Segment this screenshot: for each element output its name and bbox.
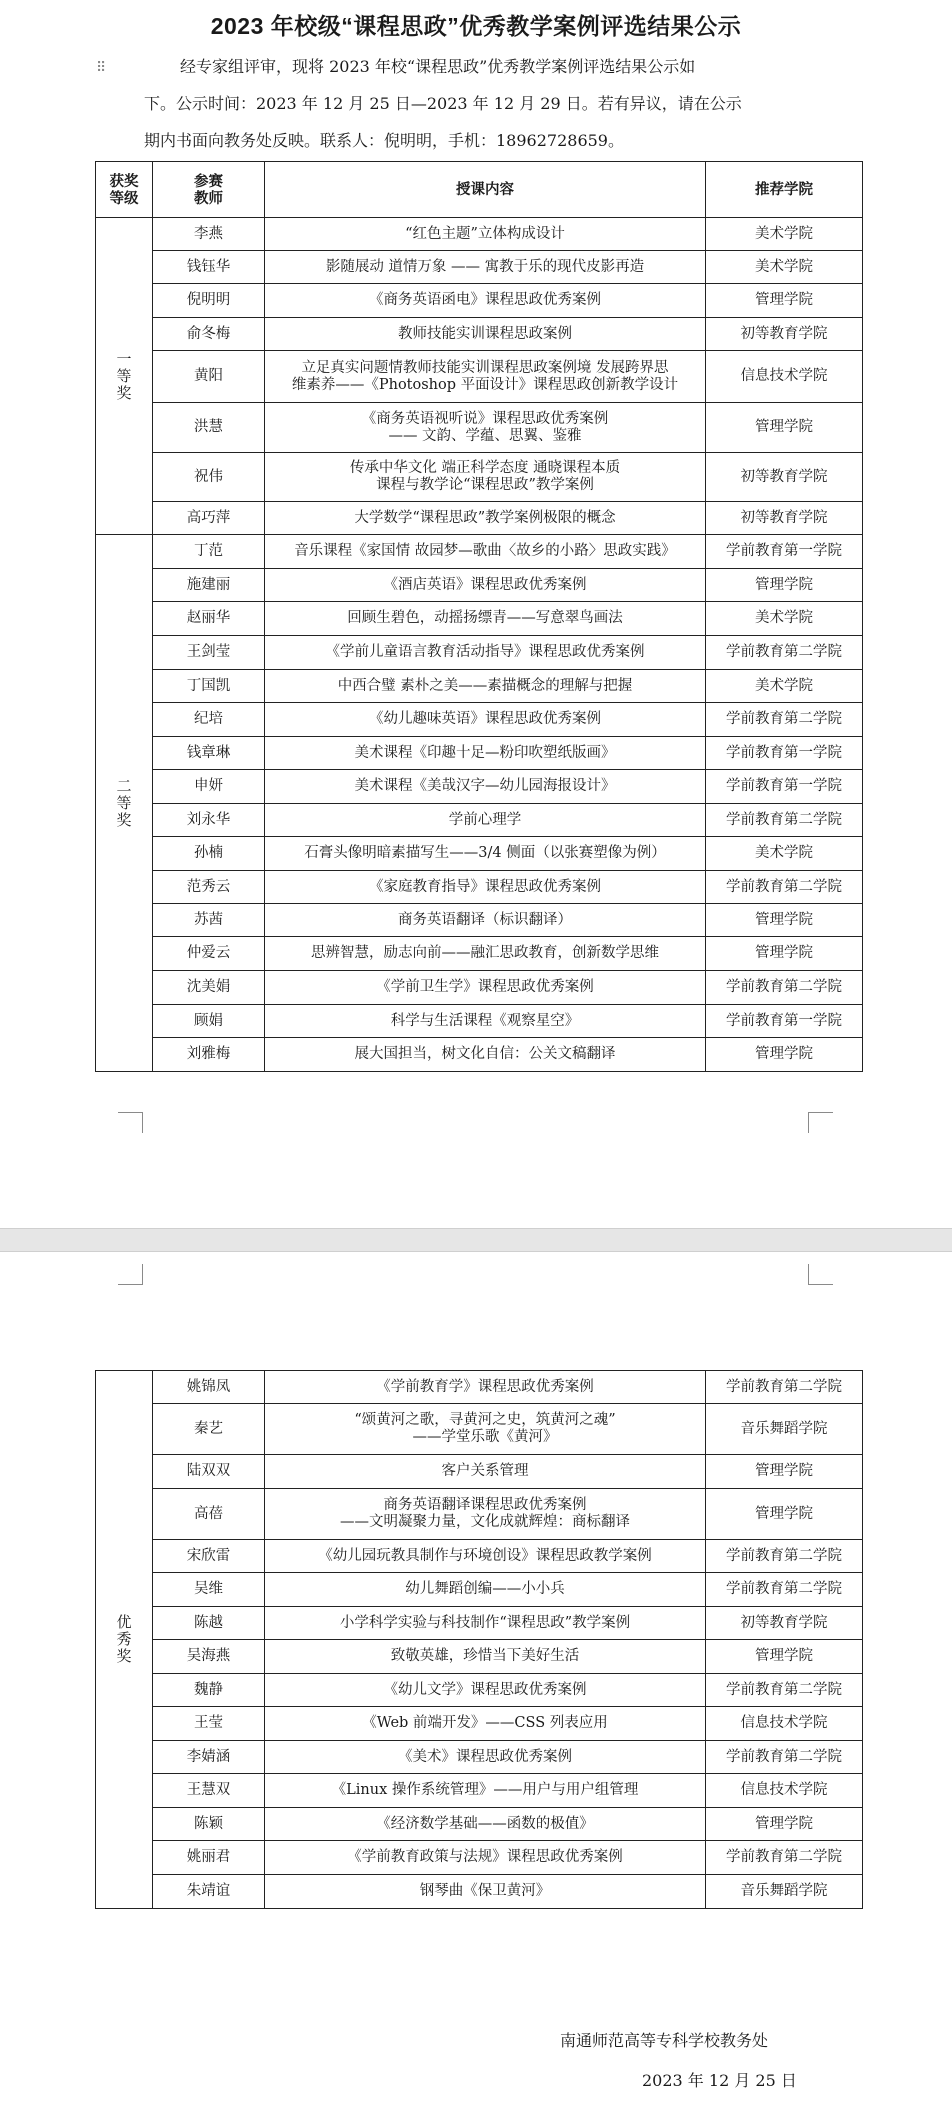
table-row — [96, 1707, 863, 1741]
content-cell — [265, 971, 706, 1005]
teacher-cell: 姚锦凤 — [153, 1371, 265, 1404]
content-line: 传承中华文化 端正科学态度 通晓课程本质 — [349, 460, 621, 476]
teacher-cell: 仲爱云 — [153, 937, 265, 971]
content-line: 《学前儿童语言教育活动指导》课程思政优秀案例 — [325, 644, 645, 660]
content-cell — [265, 569, 706, 602]
signature-org: 南通师范高等专科学校教务处 — [560, 2031, 769, 2050]
content-line: 回顾生碧色，动摇扬缥青——写意翠鸟画法 — [347, 610, 623, 626]
college-cell: 管理学院 — [706, 569, 863, 602]
table-row — [96, 284, 863, 318]
table-row — [96, 1489, 863, 1540]
college-cell: 学前教育第二学院 — [706, 1573, 863, 1607]
college-cell: 美术学院 — [706, 251, 863, 284]
college-cell: 管理学院 — [706, 284, 863, 318]
college-cell: 美术学院 — [706, 670, 863, 703]
content-cell — [265, 453, 706, 502]
content-cell — [265, 837, 706, 871]
table-row — [96, 1371, 863, 1404]
college-cell: 学前教育第一学院 — [706, 1005, 863, 1038]
college-cell: 美术学院 — [706, 602, 863, 636]
content-line: 影随展动 道情万象 —— 寓教于乐的现代皮影再造 — [325, 258, 645, 275]
teacher-cell: 王慧双 — [153, 1774, 265, 1808]
content-cell — [265, 937, 706, 971]
content-line: 石膏头像明暗素描写生——3/4 侧面（以张赛塑像为例） — [304, 845, 666, 861]
content-cell — [265, 737, 706, 770]
content-cell — [265, 318, 706, 351]
content-cell — [265, 1607, 706, 1640]
header-college: 推荐学院 — [706, 162, 863, 218]
teacher-cell: 吴维 — [153, 1573, 265, 1607]
table-row — [96, 837, 863, 871]
table-row — [96, 218, 863, 251]
content-cell — [265, 1741, 706, 1774]
college-cell: 学前教育第二学院 — [706, 804, 863, 837]
content-cell — [265, 1540, 706, 1573]
header-teacher-line: 参赛 — [194, 172, 223, 190]
college-cell: 管理学院 — [706, 1038, 863, 1072]
table-row — [96, 1674, 863, 1707]
teacher-cell: 钱章琳 — [153, 737, 265, 770]
content-cell — [265, 1005, 706, 1038]
college-cell: 初等教育学院 — [706, 502, 863, 535]
college-cell: 学前教育第二学院 — [706, 971, 863, 1005]
college-cell: 信息技术学院 — [706, 1774, 863, 1808]
table-row — [96, 937, 863, 971]
table-row — [96, 971, 863, 1005]
college-cell: 管理学院 — [706, 1640, 863, 1674]
award-level-char: 奖 — [116, 810, 132, 829]
teacher-cell: 刘雅梅 — [153, 1038, 265, 1072]
college-cell: 管理学院 — [706, 937, 863, 971]
teacher-cell: 纪培 — [153, 703, 265, 737]
content-cell — [265, 1707, 706, 1741]
teacher-cell: 陈越 — [153, 1607, 265, 1640]
award-level-char: 二 — [116, 776, 132, 795]
content-line: 音乐课程《家国情 故园梦—歌曲〈故乡的小路〉思政实践》 — [294, 543, 676, 559]
content-line: 《学前教育政策与法规》课程思政优秀案例 — [347, 1849, 623, 1865]
teacher-cell: 赵丽华 — [153, 602, 265, 636]
college-cell: 美术学院 — [706, 218, 863, 251]
table-row — [96, 1875, 863, 1909]
intro-paragraph — [100, 48, 820, 159]
content-cell — [265, 502, 706, 535]
table-row — [96, 1005, 863, 1038]
table-row — [96, 1540, 863, 1573]
page-corner-mark — [118, 1112, 143, 1133]
content-line: 客户关系管理 — [441, 1463, 529, 1479]
content-line: “颂黄河之歌，寻黄河之史，筑黄河之魂” — [354, 1412, 616, 1428]
teacher-cell: 钱钰华 — [153, 251, 265, 284]
content-cell — [265, 636, 706, 670]
college-cell: 音乐舞蹈学院 — [706, 1404, 863, 1455]
teacher-cell: 范秀云 — [153, 871, 265, 904]
content-line: “红色主题”立体构成设计 — [405, 225, 565, 242]
college-cell: 美术学院 — [706, 837, 863, 871]
content-cell — [265, 670, 706, 703]
content-line: 课程与教学论“课程思政”教学案例 — [376, 477, 594, 493]
document-page-2 — [0, 1252, 952, 2107]
teacher-cell: 刘永华 — [153, 804, 265, 837]
table-row — [96, 1607, 863, 1640]
content-line: 商务英语翻译课程思政优秀案例 — [383, 1497, 587, 1513]
award-level-cell — [96, 535, 153, 1072]
awards-table — [95, 161, 863, 1072]
header-content: 授课内容 — [265, 162, 706, 218]
teacher-cell: 沈美娟 — [153, 971, 265, 1005]
content-line: ——文明凝聚力量，文化成就辉煌：商标翻译 — [340, 1514, 630, 1530]
page-break — [0, 1228, 952, 1252]
college-cell: 学前教育第二学院 — [706, 1841, 863, 1875]
content-cell — [265, 1875, 706, 1909]
college-cell: 学前教育第二学院 — [706, 1674, 863, 1707]
award-level-char: 秀 — [116, 1630, 132, 1648]
table-row — [96, 453, 863, 502]
table-row — [96, 670, 863, 703]
teacher-cell: 丁国凯 — [153, 670, 265, 703]
content-line: 钢琴曲《保卫黄河》 — [419, 1883, 551, 1899]
content-cell — [265, 535, 706, 569]
teacher-cell: 倪明明 — [153, 284, 265, 318]
content-line: 大学数学“课程思政”教学案例极限的概念 — [354, 509, 616, 526]
award-level-cell — [96, 218, 153, 535]
content-cell — [265, 251, 706, 284]
content-cell — [265, 1404, 706, 1455]
teacher-cell: 李婧涵 — [153, 1741, 265, 1774]
teacher-cell: 魏静 — [153, 1674, 265, 1707]
award-level-char: 奖 — [116, 383, 132, 402]
content-cell — [265, 904, 706, 937]
teacher-cell: 丁范 — [153, 535, 265, 569]
table-row — [96, 1808, 863, 1841]
content-line: 科学与生活课程《观察星空》 — [390, 1012, 580, 1029]
table-row — [96, 1404, 863, 1455]
table-row — [96, 770, 863, 804]
college-cell: 管理学院 — [706, 403, 863, 453]
intro-line: 下。公示时间：2023 年 12 月 25 日—2023 年 12 月 29 日。若有异议，请在公示 — [144, 94, 742, 113]
table-row — [96, 636, 863, 670]
table-row — [96, 602, 863, 636]
header-teacher — [153, 162, 265, 218]
header-award-line: 等级 — [109, 189, 139, 207]
content-line: 学前心理学 — [448, 811, 522, 828]
table-row — [96, 1640, 863, 1674]
teacher-cell: 王剑莹 — [153, 636, 265, 670]
teacher-cell: 高蓓 — [153, 1489, 265, 1540]
content-cell — [265, 804, 706, 837]
content-line: 《美术》课程思政优秀案例 — [398, 1748, 572, 1765]
award-level-char: 等 — [116, 793, 132, 812]
college-cell: 学前教育第一学院 — [706, 535, 863, 569]
content-line: 《幼儿趣味英语》课程思政优秀案例 — [369, 711, 601, 727]
table-row — [96, 1841, 863, 1875]
content-cell — [265, 284, 706, 318]
content-cell — [265, 770, 706, 804]
table-row — [96, 318, 863, 351]
page-title: 2023 年校级“课程思政”优秀教学案例评选结果公示 — [210, 13, 742, 39]
college-cell: 管理学院 — [706, 1455, 863, 1489]
teacher-cell: 俞冬梅 — [153, 318, 265, 351]
teacher-cell: 祝伟 — [153, 453, 265, 502]
teacher-cell: 朱靖谊 — [153, 1875, 265, 1909]
award-level-cell — [96, 1371, 153, 1909]
content-line: 展大国担当，树文化自信：公关文稿翻译 — [354, 1046, 616, 1062]
teacher-cell: 陈颖 — [153, 1808, 265, 1841]
college-cell: 管理学院 — [706, 904, 863, 937]
college-cell: 学前教育第二学院 — [706, 871, 863, 904]
college-cell: 管理学院 — [706, 1489, 863, 1540]
teacher-cell: 洪慧 — [153, 403, 265, 453]
content-line: 教师技能实训课程思政案例 — [398, 325, 572, 342]
content-cell — [265, 871, 706, 904]
content-line: ——学堂乐歌《黄河》 — [412, 1429, 558, 1445]
college-cell: 信息技术学院 — [706, 351, 863, 403]
teacher-cell: 高巧萍 — [153, 502, 265, 535]
content-line: 《Web 前端开发》——CSS 列表应用 — [362, 1715, 608, 1731]
content-cell — [265, 703, 706, 737]
signature-date: 2023 年 12 月 25 日 — [642, 2071, 797, 2090]
content-line: 商务英语翻译（标识翻译） — [398, 911, 572, 928]
page-corner-mark — [808, 1264, 833, 1285]
content-line: 幼儿舞蹈创编——小小兵 — [405, 1581, 565, 1597]
college-cell: 音乐舞蹈学院 — [706, 1875, 863, 1909]
content-cell — [265, 602, 706, 636]
content-cell — [265, 403, 706, 453]
content-line: 美术课程《美哉汉字—幼儿园海报设计》 — [354, 778, 616, 794]
intro-line: 经专家组评审，现将 2023 年校“课程思政”优秀教学案例评选结果公示如 — [180, 57, 696, 76]
content-cell — [265, 1489, 706, 1540]
content-cell — [265, 1573, 706, 1607]
content-line: 《学前教育学》课程思政优秀案例 — [376, 1378, 594, 1395]
award-level-char: 奖 — [116, 1647, 132, 1665]
college-cell: 学前教育第二学院 — [706, 1371, 863, 1404]
teacher-cell: 秦艺 — [153, 1404, 265, 1455]
college-cell: 学前教育第二学院 — [706, 1741, 863, 1774]
teacher-cell: 黄阳 — [153, 351, 265, 403]
content-cell — [265, 1674, 706, 1707]
table-row — [96, 569, 863, 602]
table-row — [96, 251, 863, 284]
table-row — [96, 1741, 863, 1774]
content-line: 《Linux 操作系统管理》——用户与用户组管理 — [331, 1782, 639, 1798]
college-cell: 学前教育第二学院 — [706, 703, 863, 737]
drag-handle-icon[interactable]: ⠿ — [96, 60, 107, 76]
content-line: 《幼儿园玩教具制作与环境创设》课程思政教学案例 — [318, 1547, 652, 1564]
content-line: 《酒店英语》课程思政优秀案例 — [383, 576, 587, 593]
college-cell: 初等教育学院 — [706, 1607, 863, 1640]
intro-line: 期内书面向教务处反映。联系人：倪明明，手机：18962728659。 — [144, 131, 624, 150]
award-level-char: 等 — [116, 366, 132, 385]
content-line: 中西合璧 素朴之美——素描概念的理解与把握 — [337, 677, 633, 694]
teacher-cell: 顾娟 — [153, 1005, 265, 1038]
college-cell: 学前教育第一学院 — [706, 770, 863, 804]
content-line: 立足真实问题情教师技能实训课程思政案例境 发展跨界思 — [301, 359, 669, 376]
college-cell: 学前教育第二学院 — [706, 636, 863, 670]
college-cell: 管理学院 — [706, 1808, 863, 1841]
page-corner-mark — [118, 1264, 143, 1285]
teacher-cell: 姚丽君 — [153, 1841, 265, 1875]
content-line: 《学前卫生学》课程思政优秀案例 — [376, 979, 594, 995]
table-row — [96, 502, 863, 535]
content-cell — [265, 1038, 706, 1072]
award-level-char: 一 — [116, 349, 132, 368]
table-row — [96, 535, 863, 569]
content-line: 《商务英语函电》课程思政优秀案例 — [369, 292, 601, 308]
content-cell — [265, 1371, 706, 1404]
teacher-cell: 苏茜 — [153, 904, 265, 937]
content-line: 思辨智慧，励志向前——融汇思政教育，创新数学思维 — [311, 945, 659, 961]
content-line: 小学科学实验与科技制作“课程思政”教学案例 — [339, 1614, 631, 1631]
college-cell: 初等教育学院 — [706, 318, 863, 351]
content-line: 美术课程《印趣十足—粉印吹塑纸版画》 — [354, 744, 616, 761]
table-row — [96, 737, 863, 770]
table-row — [96, 871, 863, 904]
content-line: 维素养——《Photoshop 平面设计》课程思政创新教学设计 — [291, 376, 679, 393]
content-line: 《家庭教育指导》课程思政优秀案例 — [369, 878, 601, 895]
college-cell: 学前教育第一学院 — [706, 737, 863, 770]
table-row — [96, 1774, 863, 1808]
teacher-cell: 陆双双 — [153, 1455, 265, 1489]
teacher-cell: 孙楠 — [153, 837, 265, 871]
content-cell — [265, 1640, 706, 1674]
college-cell: 信息技术学院 — [706, 1707, 863, 1741]
content-line: 《幼儿文学》课程思政优秀案例 — [383, 1681, 587, 1698]
page-corner-mark — [808, 1112, 833, 1133]
table-row — [96, 1573, 863, 1607]
content-line: 《经济数学基础——函数的极值》 — [376, 1815, 594, 1832]
table-header-row — [96, 162, 863, 218]
teacher-cell: 王莹 — [153, 1707, 265, 1741]
header-award-line: 获奖 — [109, 172, 139, 190]
teacher-cell: 申妍 — [153, 770, 265, 804]
table-row — [96, 804, 863, 837]
table-row — [96, 351, 863, 403]
table-row — [96, 1455, 863, 1489]
content-cell — [265, 1841, 706, 1875]
table-row — [96, 703, 863, 737]
awards-table-continued — [95, 1370, 863, 1909]
teacher-cell: 李燕 — [153, 218, 265, 251]
content-line: —— 文韵、学蕴、思翼、鉴雅 — [388, 427, 582, 444]
award-level-char: 优 — [116, 1613, 132, 1631]
college-cell: 初等教育学院 — [706, 453, 863, 502]
content-line: 《商务英语视听说》课程思政优秀案例 — [361, 410, 609, 427]
table-row — [96, 904, 863, 937]
teacher-cell: 施建丽 — [153, 569, 265, 602]
content-cell — [265, 1808, 706, 1841]
content-cell — [265, 1774, 706, 1808]
header-award — [96, 162, 153, 218]
college-cell: 学前教育第二学院 — [706, 1540, 863, 1573]
table-row — [96, 403, 863, 453]
content-line: 致敬英雄，珍惜当下美好生活 — [390, 1648, 580, 1664]
header-teacher-line: 教师 — [194, 189, 223, 207]
table-row — [96, 1038, 863, 1072]
teacher-cell: 宋欣雷 — [153, 1540, 265, 1573]
teacher-cell: 吴海燕 — [153, 1640, 265, 1674]
content-cell — [265, 1455, 706, 1489]
content-cell — [265, 351, 706, 403]
content-cell — [265, 218, 706, 251]
